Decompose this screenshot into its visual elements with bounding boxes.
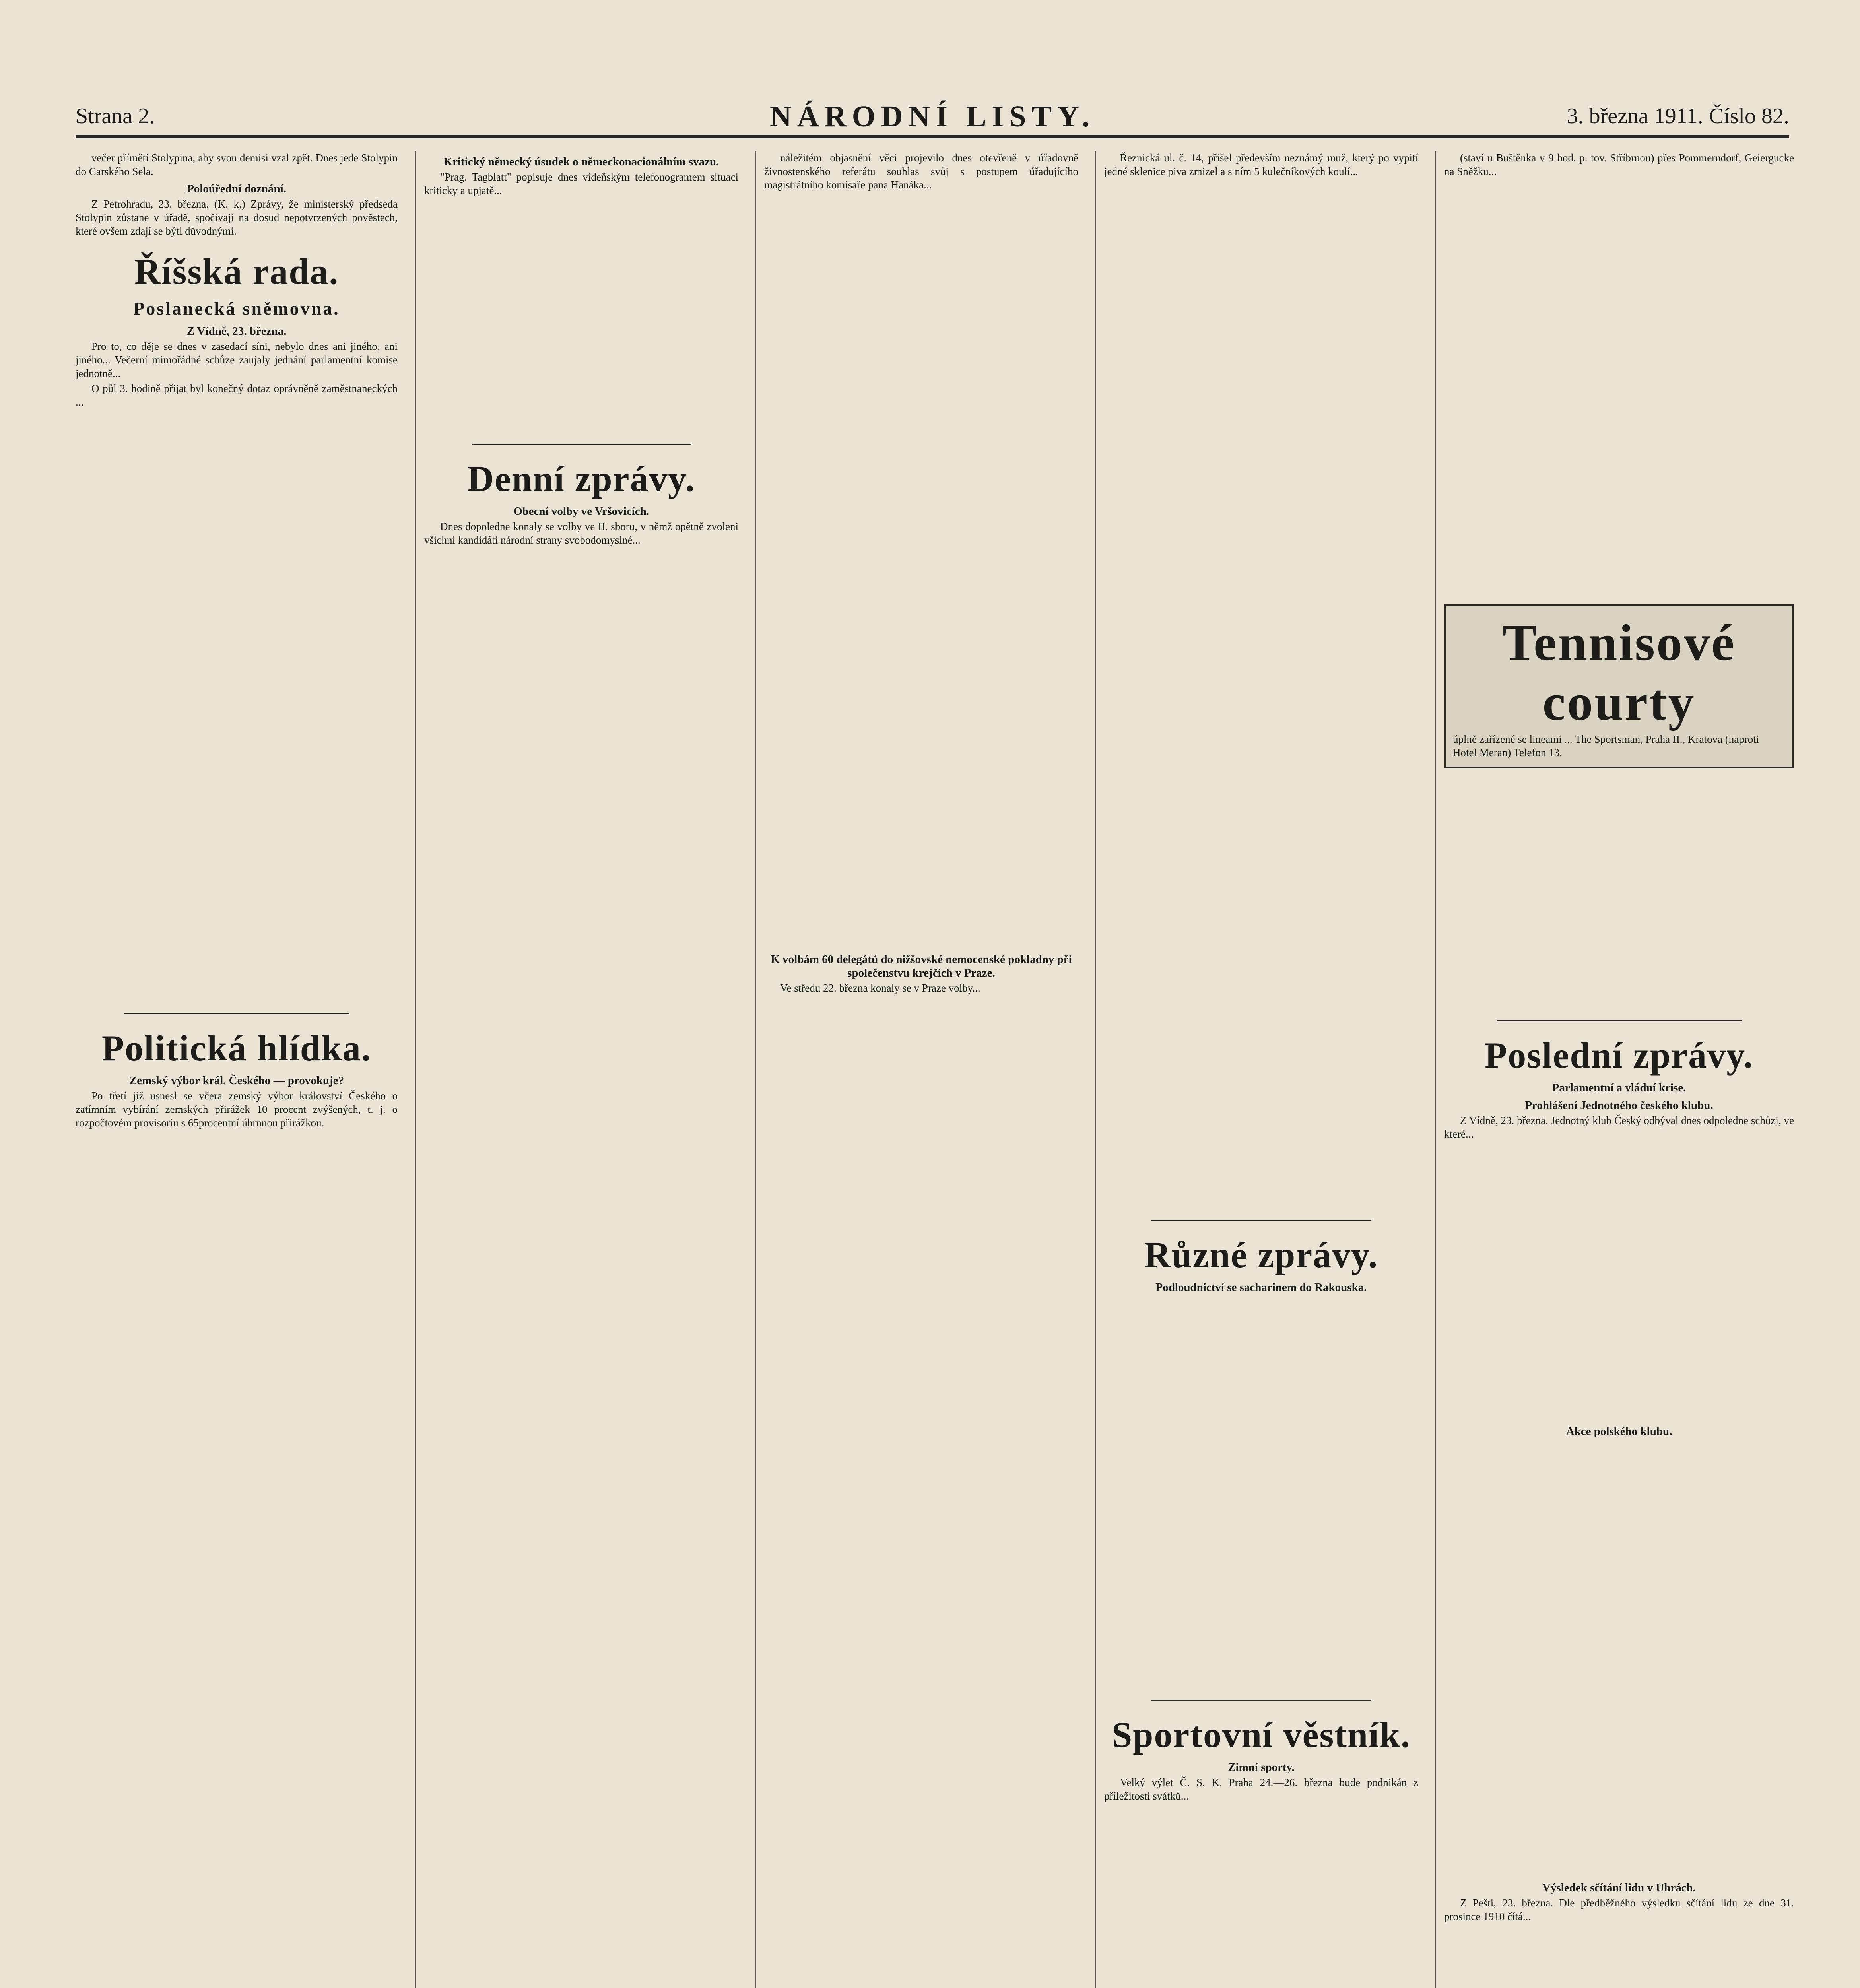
section-title-rada: Říšská rada. [134, 251, 339, 292]
article-text: Velký výlet Č. S. K. Praha 24.—26. března bude podnikán z příležitosti svátků... [1104, 1776, 1418, 1802]
article-body-unreadable [764, 193, 1078, 949]
section-subtitle-rada: Poslanecká sněmovna. [133, 298, 340, 318]
article-text: Z Petrohradu, 23. března. (K. k.) Zprávy, že ministerský předseda Stolypin zůstane v úřadě, spočívají na dosud nepotvrzených pověstech, které ovšem zdají se býti důvodnými. [76, 198, 398, 237]
column-5 [1435, 151, 1794, 1988]
divider [472, 444, 691, 445]
article-body-unreadable [76, 410, 398, 1007]
section-title-denni: Denní zprávy. [467, 458, 695, 499]
section-heading: Obecní volby ve Vršovicích. [513, 505, 650, 518]
article-body-unreadable [1104, 1296, 1418, 1693]
section-heading: Akce polského klubu. [1566, 1425, 1672, 1438]
section-title-sport: Sportovní věstník. [1112, 1714, 1411, 1755]
section-heading: K volbám 60 delegátů do nižšovské nemocenské pokladny při společenstvu krejčích v Praze. [771, 953, 1072, 979]
divider [1151, 1700, 1371, 1701]
article-body-unreadable [1444, 775, 1794, 1014]
article-text: "Prag. Tagblatt" popisuje dnes vídeňským telefonogramem situaci kriticky a upjatě... [424, 171, 738, 196]
article-body-unreadable [1104, 180, 1418, 1213]
article-text: Z Vídně, 23. března. Jednotný klub Český odbýval dnes odpoledne schůzi, ve které... [1444, 1114, 1794, 1140]
divider [1497, 1020, 1742, 1021]
article-text: náležitém objasnění věci projevilo dnes otevřeně v úřadovně živnostenského referátu souhlas svůj s postupem úřadujícího magistrátního komisaře pana Hanáka... [764, 152, 1078, 191]
article-text: Řeznická ul. č. 14, přišel především neznámý muž, který po vypití jedné sklenice piva zmizel a s ním 5 kulečníkových koulí... [1104, 152, 1418, 177]
section-title-posledni: Poslední zprávy. [1484, 1035, 1754, 1076]
divider [124, 1013, 349, 1014]
ad-text: úplně zařízené se lineami ... The Sportsman, Praha II., Kratova (naproti Hotel Meran) Telefon 13. [1453, 733, 1759, 759]
article-text: Pro to, co děje se dnes v zasedací síni, nebylo dnes ani jiného, ani jiného... Večerní mimořádné schůze zaujaly jednání parlamentní komise jednotně... [76, 340, 398, 379]
article-body-unreadable [1444, 180, 1794, 597]
masthead [76, 99, 1789, 138]
article-body-unreadable [1444, 1142, 1794, 1421]
article-text: Ve středu 22. března konaly se v Praze volby... [780, 982, 980, 994]
column-2 [415, 151, 738, 1988]
divider [1151, 1220, 1371, 1221]
section-title-ruzne: Různé zprávy. [1144, 1235, 1378, 1275]
issue-date: 3. března 1911. Číslo 82. [1567, 104, 1789, 128]
article-body-unreadable [1444, 1440, 1794, 1877]
section-heading: Podloudnictví se sacharinem do Rakouska. [1155, 1281, 1367, 1294]
section-heading: Poloúřední doznání. [187, 182, 286, 195]
masthead-title: NÁRODNÍ LISTY. [769, 100, 1095, 133]
section-heading: Parlamentní a vládní krise. [1552, 1081, 1686, 1094]
article-body-unreadable [424, 199, 738, 437]
section-heading: Výsledek sčítání lidu v Uhrách. [1542, 1881, 1696, 1894]
article-text: Z Pešti, 23. března. Dle předběžného výsledku sčítání lidu ze dne 31. prosince 1910 čítá... [1444, 1897, 1794, 1922]
dateline: Z Vídně, 23. března. [186, 325, 287, 338]
advertisement-tennis [1444, 604, 1794, 768]
column-1 [76, 151, 398, 1988]
column-4 [1095, 151, 1418, 1988]
article-text: O půl 3. hodině přijat byl konečný dotaz oprávněně zaměstnaneckých ... [76, 382, 398, 408]
ad-title: Tennisové courty [1502, 614, 1736, 731]
column-3 [755, 151, 1078, 1988]
article-text: večer přímětí Stolypina, aby svou demisi vzal zpět. Dnes jede Stolypin do Carského Sela. [76, 152, 398, 177]
section-heading: Prohlášení Jednotného českého klubu. [1525, 1099, 1713, 1112]
page-number: Strana 2. [76, 104, 155, 128]
section-title-hlidka: Politická hlídka. [101, 1028, 372, 1068]
article-text: Dnes dopoledne konaly se volby ve II. sboru, v němž opětně zvoleni všichni kandidáti národní strany svobodomyslné... [424, 520, 738, 546]
article-text: (staví u Buštěnka v 9 hod. p. tov. Stříbrnou) přes Pommerndorf, Geiergucke na Sněžku... [1444, 152, 1794, 177]
section-heading: Zimní sporty. [1228, 1761, 1295, 1774]
section-heading: Zemský výbor král. Českého — provokuje? [129, 1074, 344, 1087]
article-text: Po třetí již usnesl se včera zemský výbor království Českého o zatímním vybírání zemských přirážek 10 procent zvýšených, t. j. o rozpočtovém provisoriu s 65procentní úhrnnou přirážkou. [76, 1090, 398, 1129]
section-heading: Kritický německý úsudek o německonacionálním svazu. [443, 155, 719, 168]
